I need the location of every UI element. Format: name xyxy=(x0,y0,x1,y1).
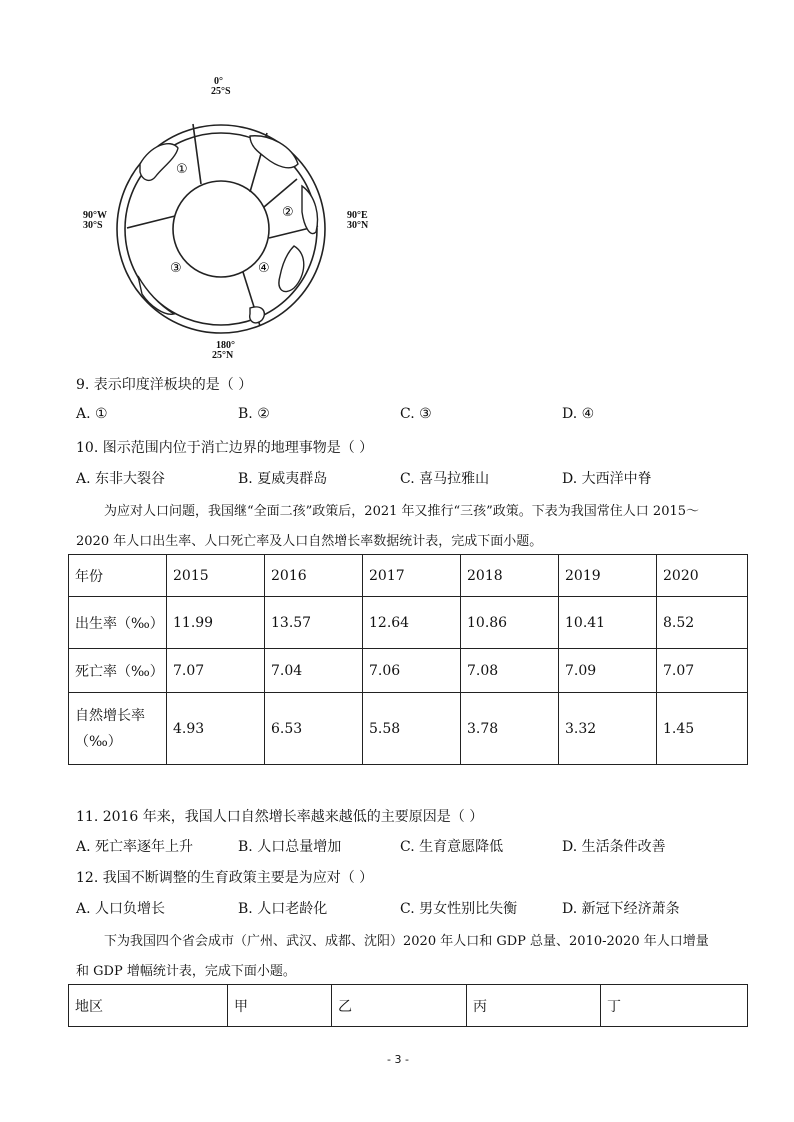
table-cell: 10.41 xyxy=(559,597,657,649)
table-cell: 7.08 xyxy=(461,649,559,693)
row-label-line-1: 自然增长率 xyxy=(75,707,145,724)
q9-option-b[interactable]: B. ② xyxy=(238,406,270,422)
city-stats-table xyxy=(68,984,748,1027)
q9-option-c[interactable]: C. ③ xyxy=(400,406,432,422)
page-number: - 3 - xyxy=(387,1053,409,1066)
top-label-2: 25°S xyxy=(211,86,231,97)
table-header-cell: 2015 xyxy=(167,555,265,597)
table-cell: 7.06 xyxy=(363,649,461,693)
table-cell: 3.78 xyxy=(461,693,559,765)
row-label xyxy=(69,693,167,765)
q11-option-a[interactable]: A. 死亡率逐年上升 xyxy=(76,839,194,855)
left-label-1: 90°W xyxy=(83,210,107,221)
plate-marker-1: ① xyxy=(176,162,188,177)
intro-paragraph-1-line-1: 为应对人口问题，我国继“全面二孩”政策后，2021 年又推行“三孩”政策。下表为我国常住人口 2015～ xyxy=(104,504,700,519)
right-label-2: 30°N xyxy=(347,220,369,231)
q12-option-d[interactable]: D. 新冠下经济萧条 xyxy=(562,901,680,917)
table-header-cell: 年份 xyxy=(69,555,167,597)
intro-paragraph-2-line-2: 和 GDP 增幅统计表，完成下面小题。 xyxy=(76,964,296,979)
table-header-cell: 地区 xyxy=(69,985,228,1027)
table-header-cell: 乙 xyxy=(332,985,467,1027)
table-cell: 6.53 xyxy=(265,693,363,765)
table-header-cell: 2018 xyxy=(461,555,559,597)
table-cell: 8.52 xyxy=(657,597,748,649)
plate-marker-2: ② xyxy=(282,205,294,220)
bottom-label-2: 25°N xyxy=(212,350,234,361)
table-cell: 3.32 xyxy=(559,693,657,765)
row-label: 出生率（‰） xyxy=(69,597,167,649)
q9-option-a[interactable]: A. ① xyxy=(76,406,108,422)
q12-option-b[interactable]: B. 人口老龄化 xyxy=(238,901,328,917)
plate-marker-3: ③ xyxy=(170,261,182,276)
q12-option-c[interactable]: C. 男女性别比失衡 xyxy=(400,901,518,917)
q10-option-a[interactable]: A. 东非大裂谷 xyxy=(76,471,166,487)
population-rates-table xyxy=(68,554,748,765)
q11-option-b[interactable]: B. 人口总量增加 xyxy=(238,839,342,855)
table-row xyxy=(69,597,748,649)
table-row xyxy=(69,649,748,693)
row-label-line-2: （‰） xyxy=(75,733,122,750)
table-cell: 7.07 xyxy=(167,649,265,693)
table-cell: 7.04 xyxy=(265,649,363,693)
intro-paragraph-2-line-1: 下为我国四个省会成市（广州、武汉、成都、沈阳）2020 年人口和 GDP 总量、2010-2020 年人口增量 xyxy=(104,934,709,949)
q10-option-d[interactable]: D. 大西洋中脊 xyxy=(562,471,652,487)
q12-option-a[interactable]: A. 人口负增长 xyxy=(76,901,166,917)
question-10-stem: 10. 图示范围内位于消亡边界的地理事物是（ ） xyxy=(76,440,374,456)
q10-option-c[interactable]: C. 喜马拉雅山 xyxy=(400,471,490,487)
left-label-2: 30°S xyxy=(83,220,103,231)
table-header-cell: 2017 xyxy=(363,555,461,597)
table-cell: 11.99 xyxy=(167,597,265,649)
table-cell: 4.93 xyxy=(167,693,265,765)
table-row xyxy=(69,693,748,765)
table-header-cell: 甲 xyxy=(228,985,332,1027)
intro-paragraph-1-line-2: 2020 年人口出生率、人口死亡率及人口自然增长率数据统计表，完成下面小题。 xyxy=(76,534,543,549)
table-header-cell: 2016 xyxy=(265,555,363,597)
table-header-row xyxy=(69,555,748,597)
row-label: 死亡率（‰） xyxy=(69,649,167,693)
q11-option-d[interactable]: D. 生活条件改善 xyxy=(562,839,666,855)
top-label-1: 0° xyxy=(214,76,223,87)
right-label-1: 90°E xyxy=(347,210,368,221)
table-cell: 10.86 xyxy=(461,597,559,649)
plate-figure xyxy=(80,76,369,366)
question-12-stem: 12. 我国不断调整的生育政策主要是为应对（ ） xyxy=(76,870,374,886)
table-cell: 12.64 xyxy=(363,597,461,649)
plate-marker-4: ④ xyxy=(258,261,270,276)
table-cell: 1.45 xyxy=(657,693,748,765)
table-header-cell: 丙 xyxy=(467,985,601,1027)
table-header-cell: 丁 xyxy=(601,985,748,1027)
q11-option-c[interactable]: C. 生育意愿降低 xyxy=(400,839,504,855)
table-header-row xyxy=(69,985,748,1027)
question-11-stem: 11. 2016 年来，我国人口自然增长率越来越低的主要原因是（ ） xyxy=(76,809,484,825)
q10-option-b[interactable]: B. 夏威夷群岛 xyxy=(238,471,328,487)
table-cell: 7.09 xyxy=(559,649,657,693)
table-header-cell: 2019 xyxy=(559,555,657,597)
table-header-cell: 2020 xyxy=(657,555,748,597)
table-cell: 13.57 xyxy=(265,597,363,649)
table-cell: 7.07 xyxy=(657,649,748,693)
q9-option-d[interactable]: D. ④ xyxy=(562,406,595,422)
bottom-label-1: 180° xyxy=(216,340,235,351)
plate-diagram xyxy=(80,76,340,366)
table-cell: 5.58 xyxy=(363,693,461,765)
question-9-stem: 9. 表示印度洋板块的是（ ） xyxy=(76,377,253,393)
